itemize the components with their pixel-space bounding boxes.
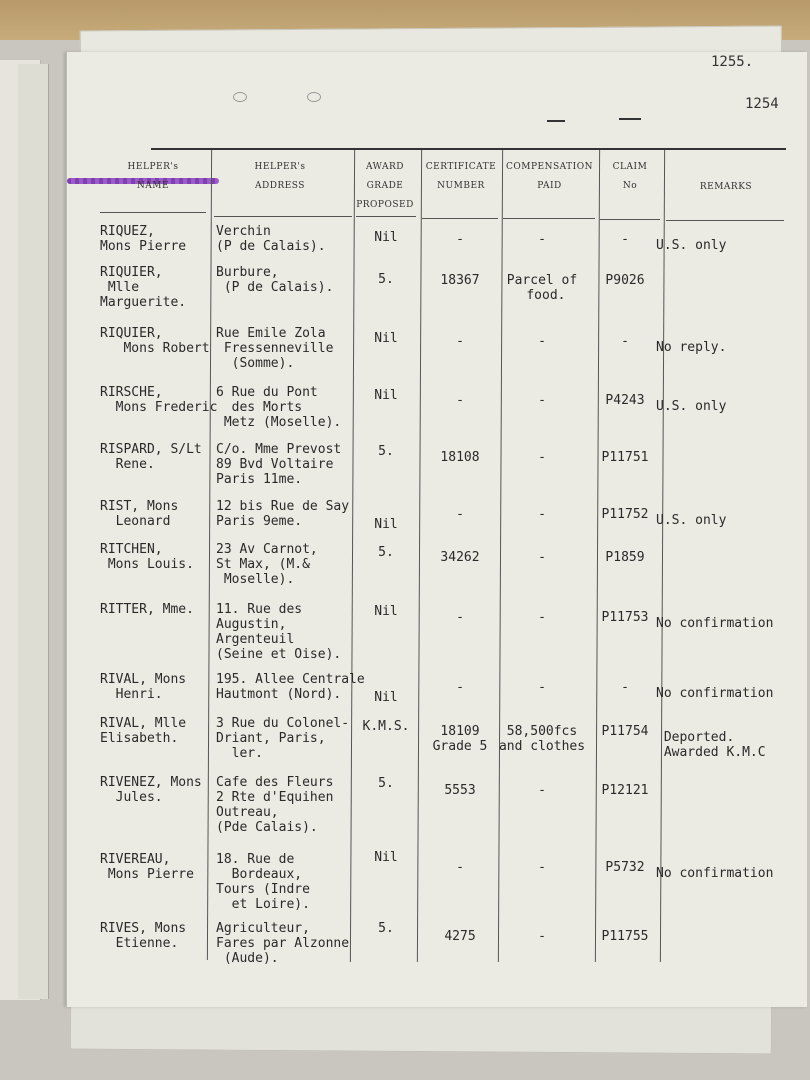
remarks: U.S. only [656, 399, 727, 414]
claim-number: - [621, 232, 629, 247]
award-grade: Nil [374, 388, 398, 403]
certificate-number: - [456, 334, 464, 349]
header-underline [100, 212, 206, 213]
helper-address: Rue Emile Zola Fressenneville (Somme). [216, 326, 334, 371]
back-page-number: 1255. [711, 54, 754, 70]
helper-name: RIVAL, Mons Henri. [100, 672, 187, 702]
certificate-number: - [456, 680, 464, 695]
compensation-paid: - [538, 393, 546, 408]
helper-name: RITTER, Mme. [100, 602, 194, 617]
award-grade: 5. [378, 272, 394, 287]
page-number: 1254 [745, 96, 779, 112]
claim-number: P11752 [601, 507, 649, 522]
claim-number: P4243 [605, 393, 645, 408]
certificate-number: 18108 [440, 450, 480, 465]
helper-address: 195. Allee Centrale Hautmont (Nord). [216, 672, 365, 702]
helper-address: C/o. Mme Prevost 89 Bvd Voltaire Paris 11me. [216, 442, 342, 487]
helper-address: 6 Rue du Pont des Morts Metz (Moselle). [216, 385, 342, 430]
certificate-number: - [456, 610, 464, 625]
award-grade: 5. [378, 545, 394, 560]
helper-address: Cafe des Fleurs 2 Rte d'Equihen Outreau, (Pde Calais). [216, 775, 334, 835]
header-underline [666, 220, 784, 221]
claim-number: P11754 [601, 724, 649, 739]
compensation-paid: - [538, 929, 546, 944]
certificate-number: - [456, 232, 464, 247]
helper-name: RIQUIER, Mlle Marguerite. [100, 265, 187, 310]
helper-name: RIRSCHE, Mons Frederic [100, 385, 218, 415]
claim-number: P11755 [601, 929, 649, 944]
certificate-number: 5553 [444, 783, 476, 798]
header-award-grade: AWARD GRADE PROPOSED [356, 162, 414, 210]
helper-name: RIVENEZ, Mons Jules. [100, 775, 202, 805]
header-remarks: REMARKS [699, 182, 753, 192]
helper-name: RITCHEN, Mons Louis. [100, 542, 194, 572]
remarks: No reply. [656, 340, 727, 355]
compensation-paid: - [538, 610, 546, 625]
award-grade: Nil [374, 604, 398, 619]
claim-number: - [621, 334, 629, 349]
compensation-paid: - [538, 680, 546, 695]
header-claim-number: CLAIM No [612, 162, 648, 191]
certificate-number: 4275 [444, 929, 476, 944]
helper-address: Agriculteur, Fares par Alzonne (Aude). [216, 921, 350, 966]
claim-number: P1859 [605, 550, 645, 565]
header-underline [214, 216, 352, 217]
header-underline [422, 218, 498, 219]
helper-address: 11. Rue des Augustin, Argenteuil (Seine et Oise). [216, 602, 342, 662]
helper-address: 18. Rue de Bordeaux, Tours (Indre et Loire). [216, 852, 310, 912]
header-name: HELPER's NAME [127, 162, 179, 191]
helper-address: Verchin (P de Calais). [216, 224, 326, 254]
certificate-number: - [456, 393, 464, 408]
header-compensation-paid: COMPENSATION PAID [506, 162, 593, 191]
award-grade: Nil [374, 850, 398, 865]
dash-mark [619, 118, 641, 120]
helper-address: 12 bis Rue de Say Paris 9eme. [216, 499, 350, 529]
certificate-number: - [456, 860, 464, 875]
remarks: U.S. only [656, 513, 727, 528]
left-page-edge-inner [18, 64, 49, 999]
helper-name: RISPARD, S/Lt Rene. [100, 442, 202, 472]
header-underline [356, 216, 416, 217]
certificate-number: 34262 [440, 550, 480, 565]
award-grade: 5. [378, 776, 394, 791]
remarks: Deported. Awarded K.M.C [663, 730, 766, 760]
dash-mark [547, 120, 565, 122]
claim-number: P5732 [605, 860, 645, 875]
award-grade: Nil [374, 230, 398, 245]
remarks: No confirmation [656, 866, 774, 881]
helper-address: Burbure, (P de Calais). [216, 265, 334, 295]
award-grade: Nil [374, 690, 398, 705]
compensation-paid: - [538, 550, 546, 565]
award-grade: Nil [374, 517, 398, 532]
award-grade: 5. [378, 921, 394, 936]
helper-name: RIQUEZ, Mons Pierre [100, 224, 187, 254]
compensation-paid: 58,500fcs and clothes [498, 724, 586, 754]
helper-name: RIVES, Mons Etienne. [100, 921, 187, 951]
punch-hole [307, 92, 321, 102]
award-grade: K.M.S. [362, 719, 410, 734]
compensation-paid: - [538, 450, 546, 465]
compensation-paid: - [538, 860, 546, 875]
helper-address: 23 Av Carnot, St Max, (M.& Moselle). [216, 542, 318, 587]
certificate-number: 18109 Grade 5 [432, 724, 488, 754]
remarks: No confirmation [656, 616, 774, 631]
claim-number: P12121 [601, 783, 649, 798]
header-underline [503, 218, 595, 219]
punch-hole [233, 92, 247, 102]
header-address: HELPER's ADDRESS [254, 162, 306, 191]
claim-number: P9026 [605, 273, 645, 288]
claim-number: P11753 [601, 610, 649, 625]
helper-name: RIST, Mons Leonard [100, 499, 179, 529]
certificate-number: - [456, 507, 464, 522]
compensation-paid: - [538, 232, 546, 247]
certificate-number: 18367 [440, 273, 480, 288]
helper-name: RIVEREAU, Mons Pierre [100, 852, 194, 882]
header-certificate-number: CERTIFICATE NUMBER [425, 162, 497, 191]
compensation-paid: - [538, 334, 546, 349]
helper-name: RIQUIER, Mons Robert [100, 326, 210, 356]
remarks: No confirmation [656, 686, 774, 701]
compensation-paid: Parcel of food. [506, 273, 578, 303]
header-top-rule [151, 148, 786, 150]
helper-address: 3 Rue du Colonel- Driant, Paris, ler. [216, 716, 350, 761]
claim-number: - [621, 680, 629, 695]
award-grade: Nil [374, 331, 398, 346]
award-grade: 5. [378, 444, 394, 459]
compensation-paid: - [538, 783, 546, 798]
remarks: U.S. only [656, 238, 727, 253]
header-underline [600, 219, 660, 220]
claim-number: P11751 [601, 450, 649, 465]
compensation-paid: - [538, 507, 546, 522]
helper-name: RIVAL, Mlle Elisabeth. [100, 716, 187, 746]
